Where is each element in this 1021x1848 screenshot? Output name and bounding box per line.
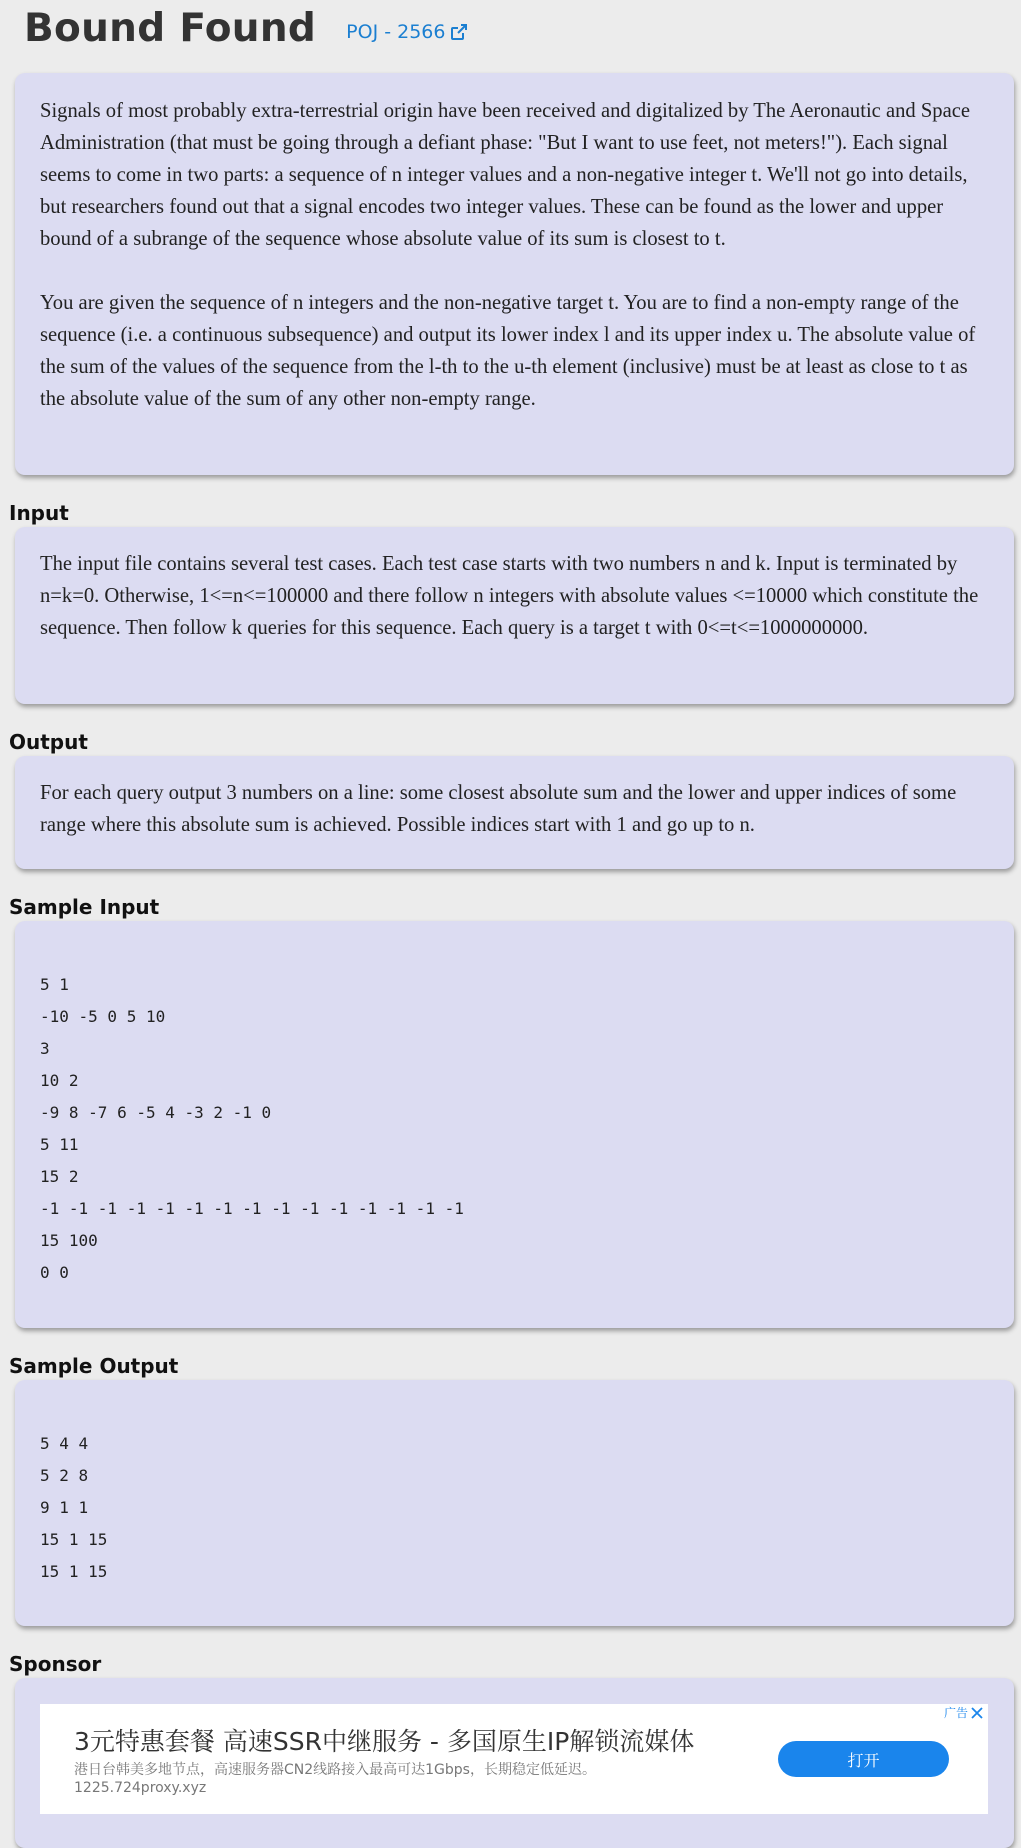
sample-output-line: 15 1 15 <box>40 1530 108 1549</box>
sample-input-line: 5 11 <box>40 1135 79 1154</box>
sample-input-line: -9 8 -7 6 -5 4 -3 2 -1 0 <box>40 1103 272 1122</box>
sample-input-line: 0 0 <box>40 1263 69 1282</box>
output-heading: Output <box>9 730 88 754</box>
sample-output-heading: Sample Output <box>9 1354 179 1378</box>
close-icon[interactable] <box>970 1706 984 1720</box>
page-title: Bound Found <box>24 5 317 51</box>
external-link-icon <box>449 22 469 42</box>
output-text: For each query output 3 numbers on a line: some closest absolute sum and the lower and upper indices of some range where this absolute sum is achieved. Possible indices start with 1 and go up to n. <box>40 782 957 836</box>
sample-input-line: 3 <box>40 1039 50 1058</box>
description-paragraph: Signals of most probably extra-terrestrial origin have been received and digitalized by The Aeronautic and Space Administration (that must be going through a defiant phase: "But I want to use feet, not meters!"). Each signal seems to come in two parts: a sequence of n integer values and a non-negative integer t. We'll not go into details, but researchers found out that a signal encodes two integer values. These can be found as the lower and upper bound of a subrange of the sequence whose absolute value of its sum is closest to t. <box>40 100 971 250</box>
sample-input-line: 15 2 <box>40 1167 79 1186</box>
sample-output-line: 5 4 4 <box>40 1434 89 1453</box>
input-heading: Input <box>9 501 69 525</box>
sample-output-line: 15 1 15 <box>40 1562 108 1581</box>
sponsor-heading: Sponsor <box>9 1652 102 1676</box>
sample-input-line: -1 -1 -1 -1 -1 -1 -1 -1 -1 -1 -1 -1 -1 -1 -1 <box>40 1199 464 1218</box>
input-text: The input file contains several test cases. Each test case starts with two numbers n and k. Input is terminated by n=k=0. Otherwise, 1<=n<=100000 and there follow n integers with absolute values <=10000 which constitute the sequence. Then follow k queries for this sequence. Each query is a target t with 0<=t<=1000000000. <box>40 553 979 639</box>
sample-output-line: 9 1 1 <box>40 1498 89 1517</box>
sample-input-line: 5 1 <box>40 975 69 994</box>
ad-url[interactable]: 1225.724proxy.xyz <box>74 1780 207 1796</box>
sample-output-card <box>15 1380 1014 1626</box>
sample-input-heading: Sample Input <box>9 895 160 919</box>
sponsor-ad[interactable] <box>40 1704 988 1814</box>
output-card <box>15 756 1014 869</box>
sample-input-card <box>15 921 1014 1328</box>
ad-open-button[interactable]: 打开 <box>778 1741 949 1777</box>
problem-description <box>15 73 1014 475</box>
sample-input-line: -10 -5 0 5 10 <box>40 1007 166 1026</box>
description-paragraph: You are given the sequence of n integers and the non-negative target t. You are to find a non-empty range of the sequence (i.e. a continuous subsequence) and output its lower index l and its upper index u. The absolute value of the sum of the values of the sequence from the l-th to the u-th element (inclusive) must be at least as close to t as the absolute value of the sum of any other non-empty range. <box>40 292 976 410</box>
page-header <box>24 0 469 56</box>
ad-tag <box>944 1704 984 1721</box>
problem-source-link[interactable] <box>346 21 469 43</box>
input-card <box>15 527 1014 704</box>
sample-output-line: 5 2 8 <box>40 1466 89 1485</box>
problem-source-label: POJ - 2566 <box>346 21 446 43</box>
sample-input-line: 10 2 <box>40 1071 79 1090</box>
ad-headline[interactable]: 3元特惠套餐 高速SSR中继服务 - 多国原生IP解锁流媒体 <box>74 1727 695 1756</box>
sample-input-line: 15 100 <box>40 1231 98 1250</box>
ad-tag-label: 广告 <box>943 1706 968 1720</box>
ad-description: 港日台韩美多地节点，高速服务器CN2线路接入最高可达1Gbps，长期稳定低延迟。 <box>74 1762 596 1778</box>
